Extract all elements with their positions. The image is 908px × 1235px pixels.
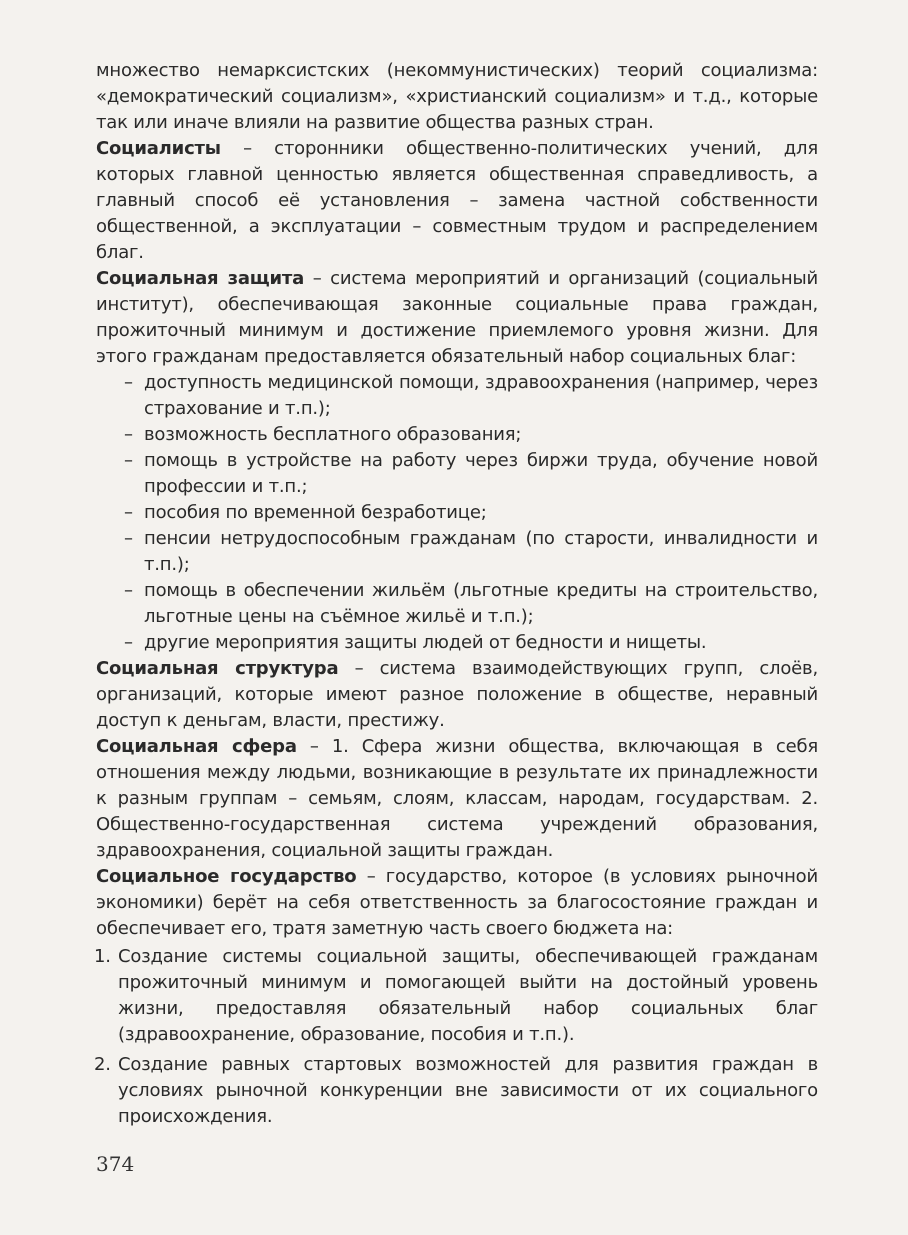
entry-definition: – система мероприятий и организаций (социальный институт), обеспечивающая законные социальные права граждан, прожиточный минимум и достижение приемлемого уровня жизни. Для этого гражданам предоставляется обязательный набор социальных благ: (96, 268, 818, 367)
page-number: 374 (96, 1152, 135, 1176)
entry-social-sphere (96, 734, 818, 864)
entry-social-protection (96, 266, 818, 370)
entry-term: Социальное государство (96, 866, 357, 887)
list-item: – пособия по временной безработице; (124, 500, 818, 526)
continuation-paragraph: множество немарксистских (некоммунистических) теорий социализма: «демократический социализм», «христианский социализм» и т.д., которые так или иначе влияли на развитие общества разных стран. (96, 60, 818, 133)
item-number: 2. (94, 1054, 111, 1075)
welfare-state-list (96, 944, 818, 1130)
entry-socialists (96, 136, 818, 266)
entry-term: Социальная структура (96, 658, 339, 679)
list-item: – возможность бесплатного образования; (124, 422, 818, 448)
list-item: – помощь в обеспечении жильём (льготные кредиты на строительство, льготные цены на съёмное жильё и т.п.); (124, 578, 818, 630)
list-item: – помощь в устройстве на работу через биржи труда, обучение новой профессии и т.п.; (124, 448, 818, 500)
entry-term: Социальная защита (96, 268, 305, 289)
entry-definition: – государство, которое (в условиях рыночной экономики) берёт на себя ответственность за благосостояние граждан и обеспечивает его, тратя заметную часть своего бюджета на: (96, 866, 818, 939)
entry-term: Социалисты (96, 138, 221, 159)
list-item: – другие мероприятия защиты людей от бедности и нищеты. (124, 630, 818, 656)
entry-welfare-state (96, 864, 818, 942)
entry-definition: – 1. Сфера жизни общества, включающая в себя отношения между людьми, возникающие в результате их принадлежности к разным группам – семьям, слоям, классам, народам, государствам. 2. Общественно-государственная система учреждений образования, здравоохранения, социальной защиты граждан. (96, 736, 818, 861)
social-benefits-list (96, 370, 818, 656)
entry-term: Социальная сфера (96, 736, 297, 757)
entry-definition: – сторонники общественно-политических учений, для которых главной ценностью является общественная справедливость, а главный способ её установления – замена частной собственности общественной, а эксплуатации – совместным трудом и распределением благ. (96, 138, 818, 263)
list-item (96, 944, 818, 1048)
list-item (96, 1052, 818, 1130)
entry-definition: – система взаимодействующих групп, слоёв, организаций, которые имеют разное положение в обществе, неравный доступ к деньгам, власти, престижу. (96, 658, 818, 731)
list-item: – пенсии нетрудоспособным гражданам (по старости, инвалидности и т.п.); (124, 526, 818, 578)
page-content (96, 58, 818, 1134)
entry-social-structure (96, 656, 818, 734)
item-number: 1. (94, 946, 111, 967)
item-text: Создание системы социальной защиты, обеспечивающей гражданам прожиточный минимум и помогающей выйти на достойный уровень жизни, предоставляя обязательный набор социальных благ (здравоохранение, образование, пособия и т.п.). (118, 946, 818, 1045)
list-item: – доступность медицинской помощи, здравоохранения (например, через страхование и т.п.); (124, 370, 818, 422)
item-text: Создание равных стартовых возможностей для развития граждан в условиях рыночной конкуренции вне зависимости от их социального происхождения. (118, 1054, 818, 1127)
